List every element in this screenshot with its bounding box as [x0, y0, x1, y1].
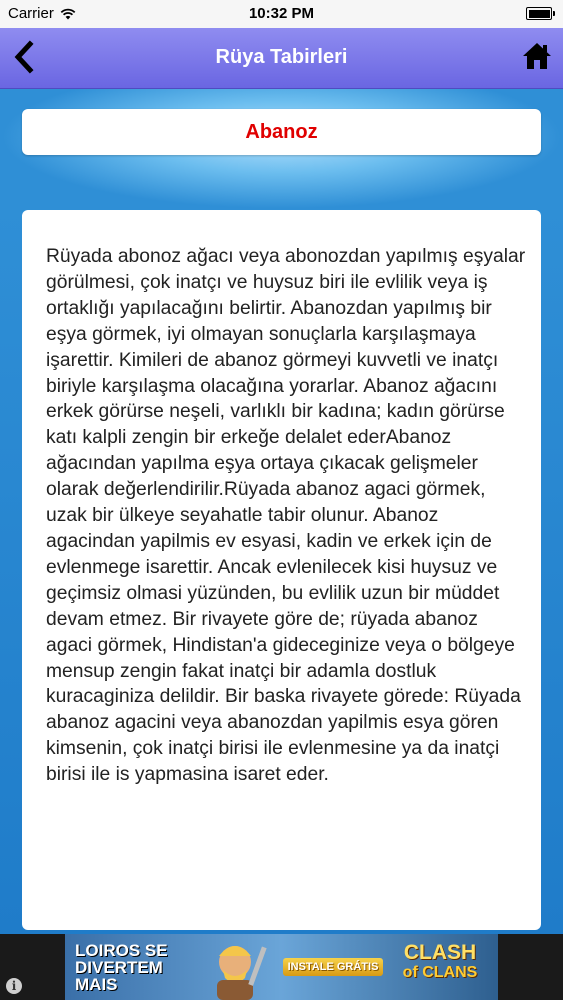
- entry-title-card: [22, 109, 541, 155]
- status-time: 10:32 PM: [248, 5, 315, 22]
- ad-banner[interactable]: [0, 934, 563, 1000]
- ad-creative[interactable]: [65, 934, 498, 1000]
- battery-tip: [553, 11, 555, 16]
- battery-icon: [526, 7, 552, 20]
- page-title: Rüya Tabirleri: [215, 46, 348, 68]
- ad-headline: LOIROS SE DIVERTEM MAIS: [75, 941, 168, 994]
- ad-logo-line2: of CLANS: [402, 964, 478, 981]
- ad-install-button[interactable]: INSTALE GRÁTIS: [283, 958, 383, 976]
- status-bar: [0, 0, 563, 28]
- home-icon: [521, 40, 553, 72]
- entry-body-text: Rüyada abonoz ağacı veya abonozdan yapılmış eşyalar görülmesi, çok inatçı ve huysuz biri ile evlilik veya iş ortaklığı yapılacağını belirtir. Abanozdan yapılmış bir eşya görmek, iyi olmayan sonuçlarla karşılaşmaya işarettir. Kimileri de abanoz görmeyi kuvvetli ve inatçı biriyle karşılaşma olacağına yorarlar. Abanoz ağacını erkek görürse neşeli, varlıklı bir kadına; kadın görürse katı kalpli zengin bir erkeğe delalet ederAbanoz ağacından yapılma eşya ortaya çıkacak gelişmeler olarak değerlendirilir.Rüyada abanoz agaci görmek, uzak bir ülkeye seyahatle tabir olunur. Abanoz agacindan yapilmis ev esyasi, kadin ve erkek için de evlenmege isarettir. Ancak evlenilecek kisi huysuz ve geçimsiz olmasi yüzünden, bu evlilik uzun bir müddet devam etmez. Bir rivayete göre de; rüyada abanoz agaci görmek, Hindistan'a gideceginize veya o bölgeye mensup zengin fakat inatçi bir adamla dostluk kuracaginiza delildir. Bir baska rivayete görede: Rüyada abanoz agacini veya abanozdan yapilmis esya gören kimsenin, çok inatçi birisi ile evlenmesine ya da inatçi birisi ile is yapmasina isaret eder.: [46, 246, 526, 786]
- entry-content-card[interactable]: [22, 210, 541, 930]
- ad-logo-line1: CLASH: [403, 941, 477, 964]
- battery-indicator: [526, 7, 555, 20]
- nav-bar: [0, 28, 563, 89]
- ad-game-logo: [390, 942, 490, 992]
- home-button[interactable]: [521, 40, 553, 72]
- carrier-label: Carrier: [8, 5, 54, 22]
- entry-title: Abanoz: [245, 121, 318, 143]
- barbarian-character-icon: [195, 936, 275, 1000]
- ad-info-icon[interactable]: i: [6, 978, 22, 994]
